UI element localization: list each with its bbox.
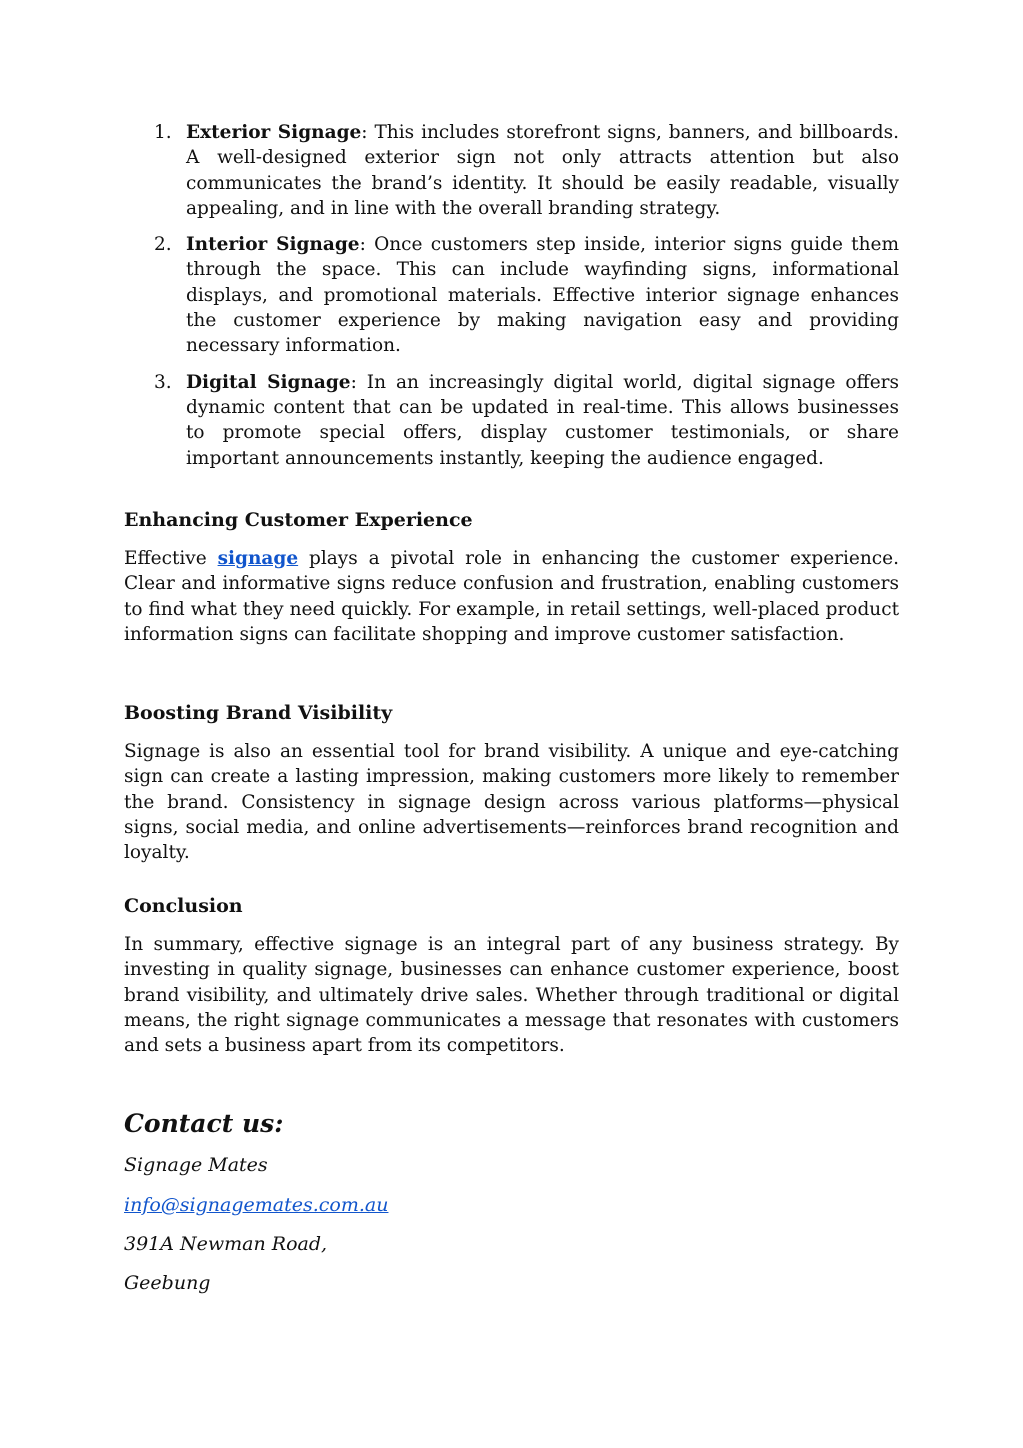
document-page — [124, 120, 899, 1294]
list-number: 1. — [154, 122, 172, 143]
contact-address-line2: Geebung — [124, 1272, 211, 1294]
list-number: 3. — [154, 371, 172, 393]
contact-company: Signage Mates — [124, 1154, 268, 1176]
list-item-title: Digital Signage — [186, 371, 351, 393]
body-text: Effective — [124, 548, 218, 569]
list-item-text: : In an increasingly digital world, digital signage offers dynamic content that can be updated in real-time. This allows businesses to promote special offers, display customer testimonials, or share important announcements instantly, keeping the audience engaged. — [186, 371, 899, 469]
list-item-title: Exterior Signage — [186, 122, 362, 143]
list-item — [124, 232, 899, 358]
list-item-title: Interior Signage — [186, 234, 360, 256]
contact-email-line — [124, 1194, 388, 1216]
signage-types-list — [124, 120, 899, 471]
contact-email-link[interactable]: info@signagemates.com.au — [124, 1194, 389, 1216]
section-body-experience — [124, 546, 899, 647]
list-item — [124, 120, 899, 221]
contact-address-line1: 391A Newman Road, — [124, 1233, 328, 1255]
section-body-conclusion: In summary, effective signage is an integral part of any business strategy. By investing in quality signage, businesses can enhance customer experience, boost brand visibility, and ultimately drive sales. Whether through traditional or digital means, the right signage communicates a message that resonates with customers and sets a business apart from its competitors. — [124, 934, 899, 1057]
list-item-text: : This includes storefront signs, banners, and billboards. A well-designed exterior sign not only attracts attention but also communicates the brand’s identity. It should be easily readable, visually appealing, and in line with the overall branding strategy. — [186, 122, 899, 219]
list-number: 2. — [154, 234, 172, 256]
list-item-text: : Once customers step inside, interior signs guide them through the space. This can include wayfinding signs, informational displays, and promotional materials. Effective interior signage enhances the customer experience by making navigation easy and providing necessary information. — [186, 234, 899, 357]
section-body-visibility: Signage is also an essential tool for brand visibility. A unique and eye-catching sign can create a lasting impression, making customers more likely to remember the brand. Consistency in signage design across various platforms—physical signs, social media, and online advertisements—reinforces brand recognition and loyalty. — [124, 741, 899, 864]
section-heading-visibility: Boosting Brand Visibility — [124, 702, 393, 724]
list-item — [124, 370, 899, 471]
section-heading-experience: Enhancing Customer Experience — [124, 509, 473, 531]
contact-heading: Contact us: — [124, 1109, 284, 1138]
signage-link[interactable]: signage — [217, 548, 299, 569]
body-text: plays a pivotal role in enhancing the customer experience. Clear and informative signs reduce confusion and frustration, enabling customers to find what they need quickly. For example, in retail settings, well-placed product information signs can facilitate shopping and improve customer satisfaction. — [124, 548, 899, 645]
section-heading-conclusion: Conclusion — [124, 895, 243, 917]
